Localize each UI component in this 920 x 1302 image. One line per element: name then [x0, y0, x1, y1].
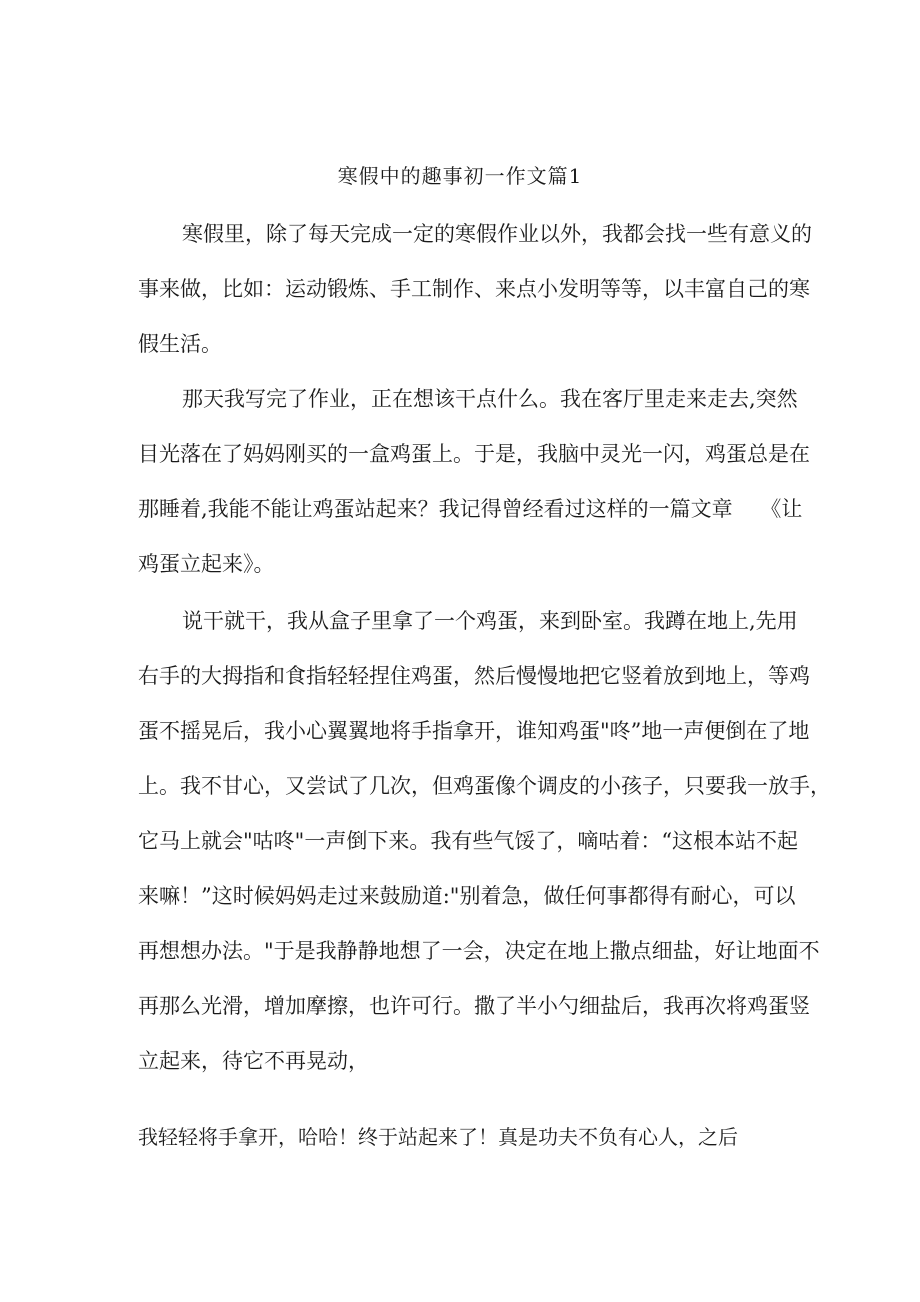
paragraph-3-line-8: 再那么光滑，增加摩擦，也许可行。撒了半小勺细盐后，我再次将鸡蛋竖 — [138, 994, 810, 1018]
document-title: 寒假中的趣事初一作文篇1 — [337, 164, 583, 188]
paragraph-2-line-2: 目光落在了妈妈刚买的一盒鸡蛋上。于是，我脑中灵光一闪，鸡蛋总是在 — [138, 442, 810, 466]
paragraph-2-line-4: 鸡蛋立起来》。 — [138, 552, 275, 576]
paragraph-3-line-1: 说干就干，我从盒子里拿了一个鸡蛋，来到卧室。我蹲在地上,先用 — [182, 609, 798, 633]
paragraph-3-line-6: 来嘛！”这时候妈妈走过来鼓励道:"别着急，做任何事都得有耐心，可以 — [138, 884, 796, 908]
paragraph-3-line-2: 右手的大拇指和食指轻轻捏住鸡蛋，然后慢慢地把它竖着放到地上，等鸡 — [138, 664, 810, 688]
paragraph-2-line-1: 那天我写完了作业，正在想该干点什么。我在客厅里走来走去,突然 — [182, 387, 798, 411]
paragraph-4-line-1: 我轻轻将手拿开，哈哈！终于站起来了！真是功夫不负有心人，之后 — [138, 1125, 738, 1149]
paragraph-1-line-2: 事来做，比如：运动锻炼、手工制作、来点小发明等等，以丰富自己的寒 — [138, 277, 810, 301]
paragraph-2-line-3: 那睡着,我能不能让鸡蛋站起来？我记得曾经看过这样的一篇文章 《让 — [138, 497, 803, 521]
paragraph-3-line-5: 它马上就会"咕咚"一声倒下来。我有些气馁了，嘀咕着：“这根本站不起 — [138, 829, 799, 853]
paragraph-3-line-3: 蛋不摇晃后，我小心翼翼地将手指拿开，谁知鸡蛋"咚”地一声便倒在了地 — [138, 719, 810, 743]
paragraph-1-line-1: 寒假里，除了每天完成一定的寒假作业以外，我都会找一些有意义的 — [182, 222, 812, 246]
paragraph-3-line-4: 上。我不甘心，又尝试了几次，但鸡蛋像个调皮的小孩子，只要我一放手， — [138, 774, 831, 798]
paragraph-3-line-9: 立起来，待它不再晃动， — [138, 1049, 369, 1073]
paragraph-1-line-3: 假生活。 — [138, 332, 222, 356]
paragraph-3-line-7: 再想想办法。"于是我静静地想了一会，决定在地上撒点细盐，好让地面不 — [138, 939, 820, 963]
